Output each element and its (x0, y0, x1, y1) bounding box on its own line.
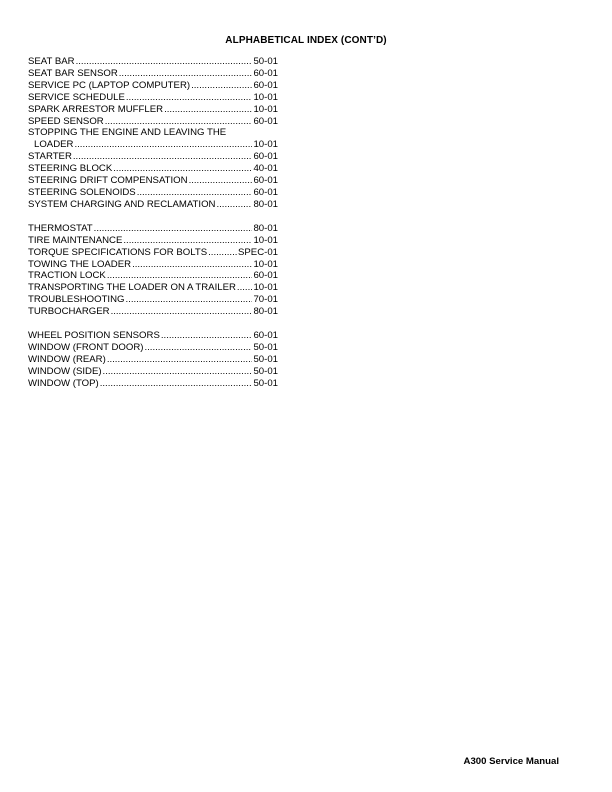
index-entry-label: TORQUE SPECIFICATIONS FOR BOLTS (28, 246, 208, 258)
index-entry-page: 80-01 (253, 222, 278, 234)
dot-leader (74, 139, 252, 151)
index-entry-page: 10-01 (253, 139, 278, 151)
index-entry (28, 80, 278, 92)
index-entry-label: THERMOSTAT (28, 222, 93, 234)
index-entry-line (28, 127, 278, 139)
index-entry-page: 10-01 (253, 282, 278, 294)
dot-leader (137, 187, 253, 199)
dot-leader (107, 270, 253, 282)
dot-leader (189, 175, 253, 187)
index-entry (28, 116, 278, 128)
index-entry-page: 10-01 (253, 91, 278, 103)
index-entry-page: 10-01 (253, 103, 278, 115)
dot-leader (237, 282, 253, 294)
index-group (28, 330, 278, 390)
index-entry (28, 378, 278, 390)
dot-leader (132, 259, 252, 271)
dot-leader (144, 342, 252, 354)
dot-leader (216, 199, 252, 211)
index-group (28, 56, 278, 211)
index-entry-label: SPEED SENSOR (28, 115, 104, 127)
dot-leader (191, 80, 252, 92)
index-entry-page: 50-01 (253, 341, 278, 353)
dot-leader (126, 92, 253, 104)
index-entry-page: 10-01 (253, 234, 278, 246)
index-entry (28, 163, 278, 175)
index-entry (28, 259, 278, 271)
index-entry-label: SEAT BAR SENSOR (28, 67, 118, 79)
index-entry-page: 60-01 (253, 186, 278, 198)
index-entry (28, 330, 278, 342)
index-entry-page: 10-01 (253, 258, 278, 270)
dot-leader (105, 116, 253, 128)
index-entry-label: WINDOW (REAR) (28, 353, 106, 365)
index-entry-label: TROUBLESHOOTING (28, 294, 125, 306)
index-entry-label: STEERING SOLENOIDS (28, 186, 136, 198)
index-entry (28, 223, 278, 235)
index-entry (28, 282, 278, 294)
index-entry-label: WINDOW (FRONT DOOR) (28, 341, 144, 353)
index-entry (28, 56, 278, 68)
index-entry-label: TIRE MAINTENANCE (28, 234, 123, 246)
index-entry-label: WHEEL POSITION SENSORS (28, 330, 160, 342)
dot-leader (94, 223, 253, 235)
footer-manual-name: A300 Service Manual (463, 756, 559, 767)
index-entry-label: SEAT BAR (28, 56, 75, 67)
index-entry (28, 187, 278, 199)
index-entry-label: TOWING THE LOADER (28, 258, 132, 270)
dot-leader (103, 366, 253, 378)
dot-leader (164, 104, 252, 116)
index-entry (28, 306, 278, 318)
index-entry (28, 104, 278, 116)
index-entry-label: TRANSPORTING THE LOADER ON A TRAILER (28, 282, 236, 294)
index-entry-label: SYSTEM CHARGING AND RECLAMATION (28, 198, 216, 210)
index-entry (28, 151, 278, 163)
index-entry-page: 60-01 (253, 79, 278, 91)
dot-leader (161, 330, 253, 342)
index-entry (28, 354, 278, 366)
index-entry-page: 50-01 (253, 56, 278, 67)
index-entry-page: 50-01 (253, 377, 278, 389)
dot-leader (107, 354, 253, 366)
index-entry (28, 247, 278, 259)
dot-leader (76, 56, 253, 68)
index-entry-label: LOADER (34, 139, 74, 151)
page-title: ALPHABETICAL INDEX (CONT’D) (225, 35, 387, 46)
dot-leader (208, 247, 237, 259)
index-entry-page: 70-01 (253, 294, 278, 306)
index-entry-page: 80-01 (253, 198, 278, 210)
index-entry-page: 40-01 (253, 163, 278, 175)
index-entry (28, 199, 278, 211)
dot-leader (111, 306, 253, 318)
index-entry-page: 60-01 (253, 67, 278, 79)
index-entry-page: 50-01 (253, 353, 278, 365)
index-entry-page: 60-01 (253, 115, 278, 127)
index-entry (28, 294, 278, 306)
index-entry-label: WINDOW (SIDE) (28, 365, 102, 377)
index-entry-label: TURBOCHARGER (28, 306, 110, 318)
index-entry-page: 60-01 (253, 270, 278, 282)
index-entry-label: SERVICE PC (LAPTOP COMPUTER) (28, 79, 191, 91)
index-entry-page: 60-01 (253, 330, 278, 342)
index-entry (28, 68, 278, 80)
dot-leader (73, 151, 253, 163)
index-entry-page: 60-01 (253, 151, 278, 163)
index-entry (28, 366, 278, 378)
index-entry-page: 60-01 (253, 175, 278, 187)
index-entry-label: SPARK ARRESTOR MUFFLER (28, 103, 164, 115)
dot-leader (113, 163, 252, 175)
index-entry-page: 50-01 (253, 365, 278, 377)
index-entry-label: WINDOW (TOP) (28, 377, 99, 389)
dot-leader (100, 378, 253, 390)
index-entry (28, 270, 278, 282)
index-entry-label: STOPPING THE ENGINE AND LEAVING THE (28, 127, 227, 139)
index-entry-label: SERVICE SCHEDULE (28, 91, 125, 103)
index-group (28, 223, 278, 318)
index-entry (28, 235, 278, 247)
dot-leader (125, 294, 252, 306)
index-entry (28, 175, 278, 187)
index-entry-page: 80-01 (253, 306, 278, 318)
index-entry (28, 139, 278, 151)
index-entry-label: STARTER (28, 151, 72, 163)
index-entry-label: TRACTION LOCK (28, 270, 106, 282)
dot-leader (119, 68, 253, 80)
index-entry (28, 342, 278, 354)
dot-leader (123, 235, 252, 247)
index-entry-label: STEERING DRIFT COMPENSATION (28, 175, 188, 187)
index-entry-page: SPEC-01 (238, 246, 278, 258)
alphabetical-index (28, 56, 278, 402)
index-entry (28, 92, 278, 104)
index-entry-label: STEERING BLOCK (28, 163, 113, 175)
